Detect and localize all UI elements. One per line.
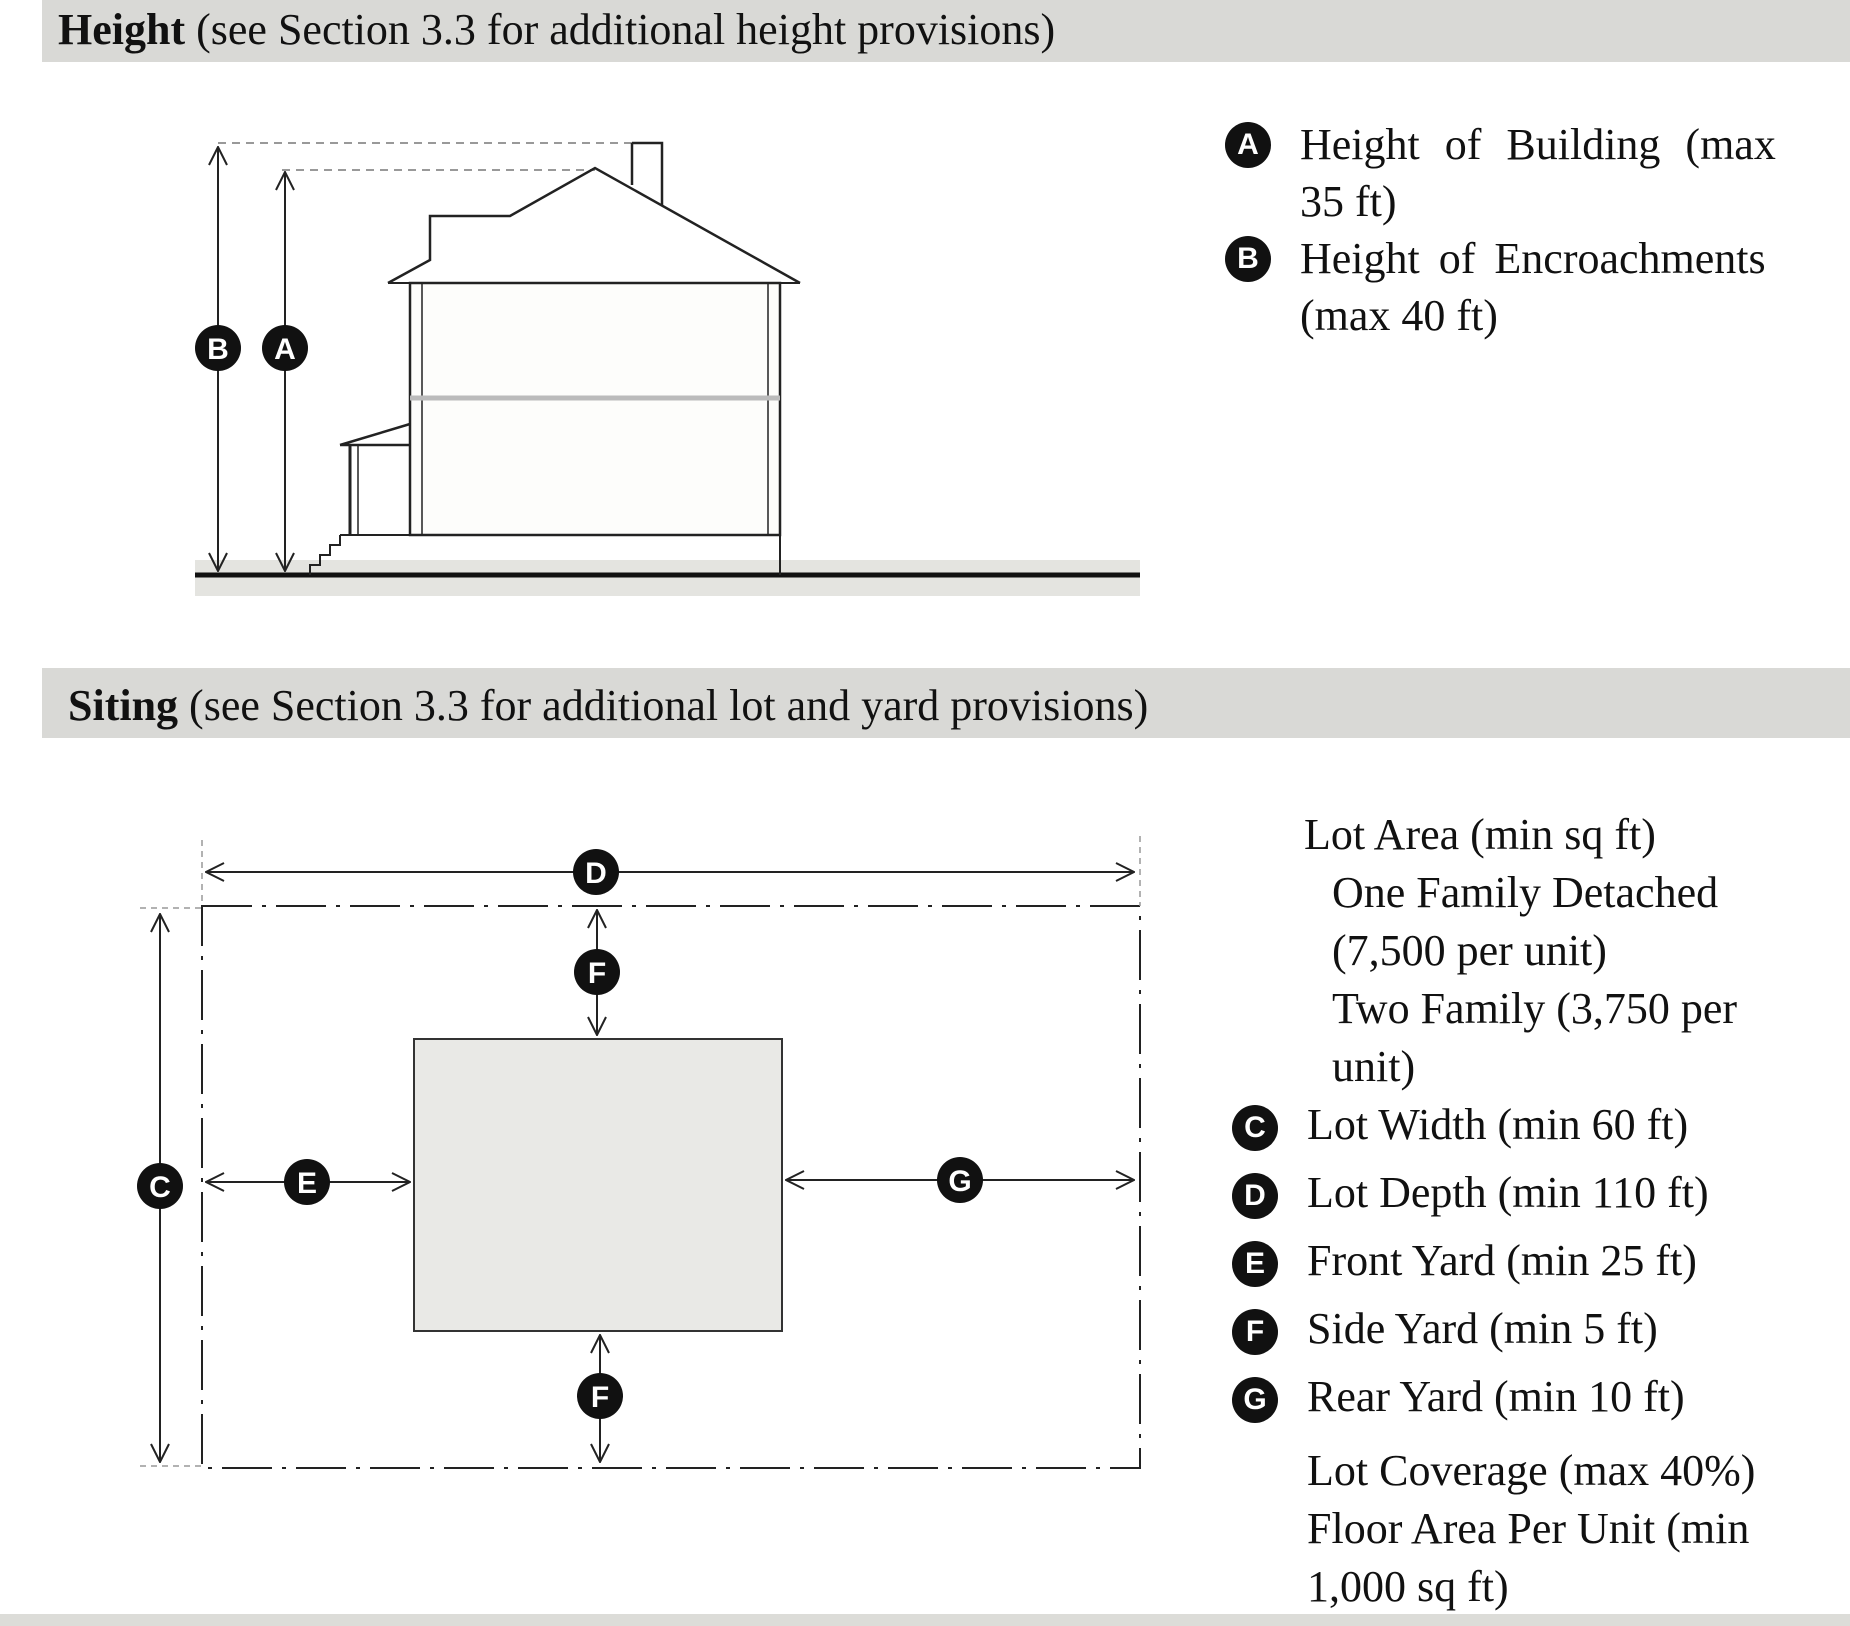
badge-g-legend: G — [1232, 1377, 1278, 1423]
extra-requirements — [1307, 1442, 1755, 1616]
badge-f-bottom-plan-text: F — [590, 1381, 610, 1414]
legend-e-label: Front Yard (min 25 ft) — [1307, 1236, 1697, 1285]
badge-b-elevation-text: B — [207, 333, 229, 366]
badge-c-legend: C — [1232, 1105, 1278, 1151]
badge-e-plan-text: E — [296, 1167, 318, 1200]
legend-item-a — [1300, 116, 1850, 230]
badge-d-plan-text: D — [585, 857, 607, 890]
badge-e-plan — [284, 1159, 330, 1205]
floor-area-line-1: Floor Area Per Unit (min — [1307, 1504, 1750, 1553]
badge-g-plan — [937, 1157, 983, 1203]
porch-roof — [340, 424, 410, 445]
siting-heading-bold: Siting — [68, 681, 179, 730]
badge-a-legend: A — [1225, 122, 1271, 168]
siting-heading-rest: (see Section 3.3 for additional lot and yard provisions) — [178, 681, 1149, 730]
legend-a-line2: 35 ft) — [1300, 177, 1397, 226]
lot-area-line-1: One Family Detached — [1332, 868, 1719, 917]
badge-b-legend: B — [1225, 236, 1271, 282]
legend-b-line1: Height of Encroachments — [1300, 234, 1766, 283]
legend-b-line2: (max 40 ft) — [1300, 291, 1498, 340]
bottom-divider — [0, 1614, 1850, 1626]
house-elevation — [195, 143, 1140, 596]
legend-f-label: Side Yard (min 5 ft) — [1307, 1304, 1658, 1353]
badge-a-elevation — [262, 325, 308, 371]
badge-c-plan — [137, 1163, 183, 1209]
badge-f-legend: F — [1232, 1309, 1278, 1355]
lot-coverage: Lot Coverage (max 40%) — [1307, 1446, 1756, 1495]
legend-g-label: Rear Yard (min 10 ft) — [1307, 1372, 1685, 1421]
legend-c-label: Lot Width (min 60 ft) — [1307, 1100, 1689, 1149]
lot-area-line-3: Two Family (3,750 per — [1332, 984, 1738, 1033]
ground-shade — [195, 560, 1140, 596]
badge-g-plan-text: G — [948, 1165, 972, 1198]
legend-d-label: Lot Depth (min 110 ft) — [1307, 1168, 1709, 1217]
floor-area-line-2: 1,000 sq ft) — [1307, 1562, 1509, 1611]
badge-d-legend: D — [1232, 1173, 1278, 1219]
badge-f-top-plan — [574, 949, 620, 995]
badge-c-plan-text: C — [149, 1171, 171, 1204]
legend-a-line1: Height of Building (max — [1300, 120, 1776, 169]
lot-area-title: Lot Area (min sq ft) — [1304, 810, 1656, 859]
height-heading-bold: Height — [58, 5, 186, 54]
legend-item-b — [1300, 230, 1850, 344]
height-heading-rest: (see Section 3.3 for additional height provisions) — [185, 5, 1056, 54]
badge-f-bottom-plan — [577, 1373, 623, 1419]
site-plan — [140, 836, 1140, 1468]
badge-b-elevation — [195, 325, 241, 371]
badge-d-plan — [573, 849, 619, 895]
house-walls — [410, 283, 780, 535]
badge-f-top-plan-text: F — [587, 957, 607, 990]
building-footprint — [414, 1039, 782, 1331]
lot-area-line-2: (7,500 per unit) — [1332, 926, 1607, 975]
lot-area-block — [1304, 806, 1737, 1096]
badge-e-legend: E — [1232, 1241, 1278, 1287]
lot-area-line-4: unit) — [1332, 1042, 1416, 1091]
roof — [388, 168, 800, 283]
badge-a-elevation-text: A — [274, 333, 296, 366]
